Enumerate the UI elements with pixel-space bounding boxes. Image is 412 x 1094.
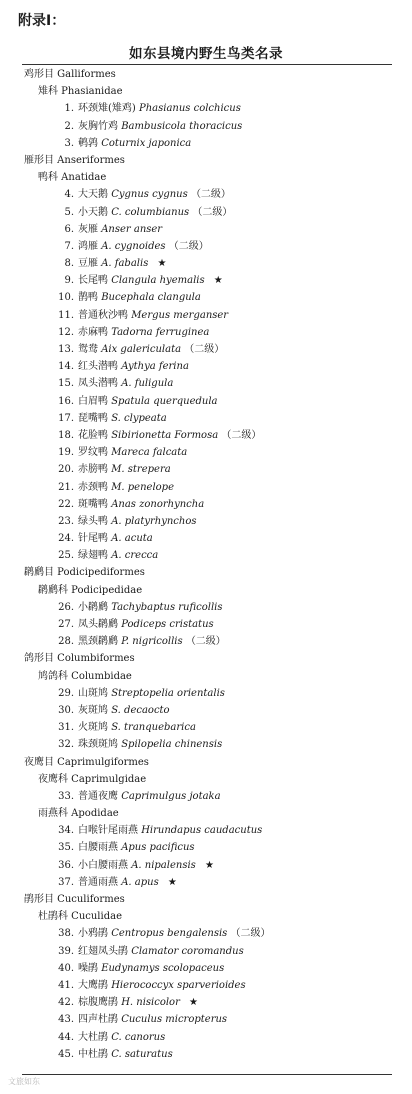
species-number: 45. — [58, 1048, 74, 1060]
species-number: 8. — [64, 258, 74, 270]
species-scientific-name: A. platyrhynchos — [111, 515, 197, 527]
species-scientific-name: Clamator coromandus — [131, 945, 244, 957]
species-chinese-name: 赤膀鸭 — [78, 464, 108, 476]
species-chinese-name: 小鸦鹃 — [78, 928, 108, 940]
species-chinese-name: 凤头潜鸭 — [78, 378, 118, 390]
species-row — [22, 960, 392, 977]
star-marker: ★ — [167, 876, 177, 888]
top-rule — [22, 64, 392, 65]
species-chinese-name: 小䴙䴘 — [78, 601, 108, 613]
species-number: 42. — [58, 997, 74, 1009]
species-number: 19. — [58, 447, 74, 459]
watermark: 文旅如东 — [8, 1077, 40, 1086]
species-row — [22, 874, 392, 891]
species-chinese-name: 普通雨燕 — [78, 876, 118, 888]
species-number: 7. — [64, 240, 74, 252]
species-number: 28. — [58, 636, 74, 648]
bird-checklist — [22, 66, 392, 1063]
family-heading: 鸭科 Anatidae — [38, 172, 107, 184]
species-chinese-name: 灰胸竹鸡 — [78, 120, 118, 132]
species-chinese-name: 鸳鸯 — [78, 344, 98, 355]
species-chinese-name: 环颈雉(雉鸡) — [78, 103, 136, 115]
species-scientific-name: H. nisicolor — [121, 997, 180, 1009]
star-marker: ★ — [189, 997, 199, 1009]
species-chinese-name: 灰雁 — [78, 223, 98, 235]
species-number: 2. — [64, 120, 74, 132]
species-row — [22, 255, 392, 272]
species-scientific-name: Phasianus colchicus — [139, 103, 241, 115]
species-number: 10. — [58, 292, 74, 304]
species-scientific-name: Apus pacificus — [121, 842, 195, 854]
species-chinese-name: 中杜鹃 — [78, 1048, 108, 1060]
family-heading: 雉科 Phasianidae — [38, 86, 123, 98]
species-number: 39. — [58, 945, 74, 957]
species-chinese-name: 绿翅鸭 — [78, 550, 108, 562]
species-chinese-name: 凤头䴙䴘 — [78, 619, 118, 630]
species-row — [22, 702, 392, 719]
species-chinese-name: 豆雁 — [78, 258, 98, 270]
species-chinese-name: 小白腰雨燕 — [78, 859, 128, 871]
species-chinese-name: 棕腹鹰鹃 — [78, 997, 118, 1009]
species-row — [22, 530, 392, 547]
species-scientific-name: Aix galericulata — [101, 344, 182, 355]
species-scientific-name: Anas zonorhyncha — [111, 498, 205, 510]
species-number: 36. — [58, 859, 74, 871]
species-row — [22, 736, 392, 753]
species-row — [22, 1011, 392, 1028]
species-scientific-name: Centropus bengalensis — [111, 928, 228, 940]
species-row — [22, 341, 392, 358]
species-number: 18. — [58, 429, 74, 441]
species-scientific-name: Anser anser — [101, 223, 163, 235]
species-scientific-name: Mareca falcata — [111, 447, 188, 459]
species-number: 35. — [58, 842, 74, 854]
species-number: 16. — [58, 395, 74, 407]
species-number: 23. — [58, 515, 74, 527]
species-scientific-name: Hirundapus caudacutus — [141, 825, 263, 837]
species-chinese-name: 斑嘴鸭 — [78, 498, 108, 510]
species-number: 15. — [58, 378, 74, 390]
order-heading: 䴙䴘目 Podicipediformes — [24, 567, 145, 579]
species-chinese-name: 罗纹鸭 — [78, 447, 108, 459]
species-number: 21. — [58, 481, 74, 493]
species-scientific-name: Caprimulgus jotaka — [121, 790, 221, 802]
species-number: 37. — [58, 876, 74, 888]
species-scientific-name: Bambusicola thoracicus — [121, 120, 243, 132]
species-scientific-name: A. crecca — [111, 550, 159, 562]
species-chinese-name: 大鹰鹃 — [78, 979, 108, 991]
species-scientific-name: M. strepera — [111, 464, 171, 476]
species-row — [22, 633, 392, 650]
species-scientific-name: S. tranquebarica — [111, 722, 196, 734]
species-row — [22, 547, 392, 564]
species-number: 38. — [58, 928, 74, 940]
species-row — [22, 375, 392, 392]
species-scientific-name: M. penelope — [111, 481, 174, 493]
species-chinese-name: 白腰雨燕 — [78, 842, 118, 854]
species-chinese-name: 普通夜鹰 — [78, 790, 118, 802]
species-chinese-name: 长尾鸭 — [78, 275, 108, 287]
species-row — [22, 857, 392, 874]
species-row — [22, 358, 392, 375]
species-scientific-name: Cuculus micropterus — [121, 1014, 228, 1026]
species-row — [22, 324, 392, 341]
species-row — [22, 1046, 392, 1063]
protection-level: （二级） — [184, 344, 225, 355]
species-row — [22, 204, 392, 221]
species-scientific-name: A. cygnoides — [101, 240, 166, 252]
species-number: 33. — [58, 790, 74, 802]
species-row — [22, 719, 392, 736]
species-row — [22, 272, 392, 289]
species-scientific-name: Mergus merganser — [131, 309, 229, 321]
order-heading: 鹃形目 Cuculiformes — [24, 894, 125, 905]
species-number: 44. — [58, 1031, 74, 1043]
species-row — [22, 977, 392, 994]
species-number: 40. — [58, 962, 74, 974]
species-number: 32. — [58, 739, 74, 751]
species-row — [22, 994, 392, 1011]
star-marker: ★ — [204, 859, 214, 871]
species-row — [22, 479, 392, 496]
species-chinese-name: 大天鹅 — [78, 189, 108, 201]
protection-level: （二级） — [230, 928, 271, 940]
species-row — [22, 238, 392, 255]
species-scientific-name: Cygnus cygnus — [111, 189, 188, 201]
family-heading: 夜鹰科 Caprimulgidae — [38, 773, 147, 785]
species-number: 5. — [64, 206, 74, 218]
species-row — [22, 839, 392, 856]
species-row — [22, 496, 392, 513]
species-number: 9. — [64, 275, 74, 287]
species-row — [22, 118, 392, 135]
protection-level: （二级） — [168, 240, 209, 252]
species-scientific-name: Streptopelia orientalis — [111, 687, 225, 699]
species-number: 30. — [58, 704, 74, 716]
species-chinese-name: 鸿雁 — [78, 240, 98, 252]
species-scientific-name: Tadorna ferruginea — [111, 326, 210, 338]
species-scientific-name: C. columbianus — [111, 206, 190, 218]
species-chinese-name: 红头潜鸭 — [78, 361, 118, 373]
species-row — [22, 822, 392, 839]
species-row — [22, 307, 392, 324]
species-row — [22, 393, 392, 410]
family-heading: 杜鹃科 Cuculidae — [38, 911, 122, 923]
species-chinese-name: 白喉针尾雨燕 — [78, 825, 138, 837]
species-scientific-name: Sibirionetta Formosa — [111, 429, 219, 441]
species-row — [22, 186, 392, 203]
species-number: 29. — [58, 687, 74, 699]
protection-level: （二级） — [190, 189, 231, 201]
species-row — [22, 513, 392, 530]
species-row — [22, 135, 392, 152]
species-scientific-name: Tachybaptus ruficollis — [111, 601, 223, 613]
species-chinese-name: 普通秋沙鸭 — [78, 309, 128, 321]
species-number: 6. — [64, 223, 74, 235]
species-chinese-name: 珠颈斑鸠 — [78, 739, 118, 751]
species-scientific-name: Aythya ferina — [121, 361, 189, 373]
document-title: 如东县境内野生鸟类名录 — [129, 46, 283, 62]
species-scientific-name: A. nipalensis — [131, 859, 196, 871]
species-number: 11. — [58, 309, 74, 321]
species-scientific-name: Bucephala clangula — [101, 292, 201, 304]
species-chinese-name: 鹊鸭 — [78, 292, 98, 304]
species-number: 3. — [64, 137, 74, 149]
family-heading: 䴙䴘科 Podicipedidae — [38, 584, 143, 596]
species-chinese-name: 噪鹃 — [78, 962, 98, 974]
species-chinese-name: 山斑鸠 — [78, 687, 108, 699]
species-number: 1. — [64, 103, 74, 115]
species-number: 4. — [64, 189, 74, 201]
species-row — [22, 444, 392, 461]
star-marker: ★ — [213, 275, 223, 287]
species-row — [22, 1029, 392, 1046]
species-number: 13. — [58, 344, 74, 355]
species-number: 25. — [58, 550, 74, 562]
order-heading: 夜鹰目 Caprimulgiformes — [24, 756, 149, 768]
species-chinese-name: 绿头鸭 — [78, 515, 108, 527]
species-scientific-name: A. fabalis — [101, 258, 149, 270]
star-marker: ★ — [157, 258, 167, 270]
protection-level: （二级） — [185, 636, 226, 648]
species-scientific-name: C. saturatus — [111, 1048, 173, 1060]
species-number: 17. — [58, 412, 74, 424]
species-row — [22, 427, 392, 444]
species-chinese-name: 花脸鸭 — [78, 429, 108, 441]
species-scientific-name: Coturnix japonica — [101, 137, 192, 149]
species-number: 26. — [58, 601, 74, 613]
species-row — [22, 943, 392, 960]
species-row — [22, 461, 392, 478]
order-heading: 雁形目 Anseriformes — [24, 154, 125, 166]
species-chinese-name: 火斑鸠 — [78, 722, 108, 734]
family-heading: 鸠鸽科 Columbidae — [38, 670, 132, 682]
species-scientific-name: Clangula hyemalis — [111, 275, 205, 287]
species-number: 20. — [58, 464, 74, 476]
species-scientific-name: A. acuta — [111, 533, 153, 545]
species-chinese-name: 赤颈鸭 — [78, 481, 108, 493]
species-chinese-name: 白眉鸭 — [78, 395, 108, 407]
species-chinese-name: 四声杜鹃 — [78, 1014, 118, 1026]
species-row — [22, 616, 392, 633]
species-number: 24. — [58, 533, 74, 545]
species-number: 27. — [58, 619, 74, 630]
species-scientific-name: A. fuligula — [121, 378, 174, 390]
species-scientific-name: Spilopelia chinensis — [121, 739, 223, 751]
species-chinese-name: 灰斑鸠 — [78, 704, 108, 716]
species-chinese-name: 小天鹅 — [78, 206, 108, 218]
species-scientific-name: Hierococcyx sparverioides — [111, 979, 246, 991]
species-scientific-name: P. nigricollis — [121, 636, 183, 648]
protection-level: （二级） — [221, 429, 262, 441]
species-scientific-name: Podiceps cristatus — [121, 619, 214, 630]
species-number: 43. — [58, 1014, 74, 1026]
appendix-label: 附录Ⅰ： — [18, 13, 66, 29]
species-scientific-name: A. apus — [121, 876, 159, 888]
species-chinese-name: 赤麻鸭 — [78, 326, 108, 338]
species-number: 34. — [58, 825, 74, 837]
species-scientific-name: C. canorus — [111, 1031, 166, 1043]
species-number: 22. — [58, 498, 74, 510]
species-number: 12. — [58, 326, 74, 338]
bottom-rule — [22, 1074, 392, 1075]
species-number: 41. — [58, 979, 74, 991]
species-row — [22, 788, 392, 805]
species-row — [22, 100, 392, 117]
species-number: 31. — [58, 722, 74, 734]
species-scientific-name: Spatula querquedula — [111, 395, 218, 407]
species-scientific-name: S. clypeata — [111, 412, 167, 424]
family-heading: 雨燕科 Apodidae — [38, 808, 119, 820]
species-scientific-name: Eudynamys scolopaceus — [101, 962, 225, 974]
species-row — [22, 221, 392, 238]
species-row — [22, 289, 392, 306]
order-heading: 鸽形目 Columbiformes — [24, 653, 135, 665]
order-heading: 鸡形目 Galliformes — [24, 69, 116, 80]
species-chinese-name: 红翅凤头鹃 — [78, 945, 128, 957]
species-number: 14. — [58, 361, 74, 373]
species-row — [22, 685, 392, 702]
species-row — [22, 925, 392, 942]
species-row — [22, 599, 392, 616]
species-chinese-name: 鹌鹑 — [78, 137, 98, 149]
species-chinese-name: 大杜鹃 — [78, 1031, 108, 1043]
species-scientific-name: S. decaocto — [111, 704, 170, 716]
protection-level: （二级） — [192, 206, 233, 218]
species-chinese-name: 针尾鸭 — [78, 533, 108, 545]
species-chinese-name: 琵嘴鸭 — [78, 412, 108, 424]
species-row — [22, 410, 392, 427]
species-chinese-name: 黑颈䴙䴘 — [78, 636, 118, 648]
